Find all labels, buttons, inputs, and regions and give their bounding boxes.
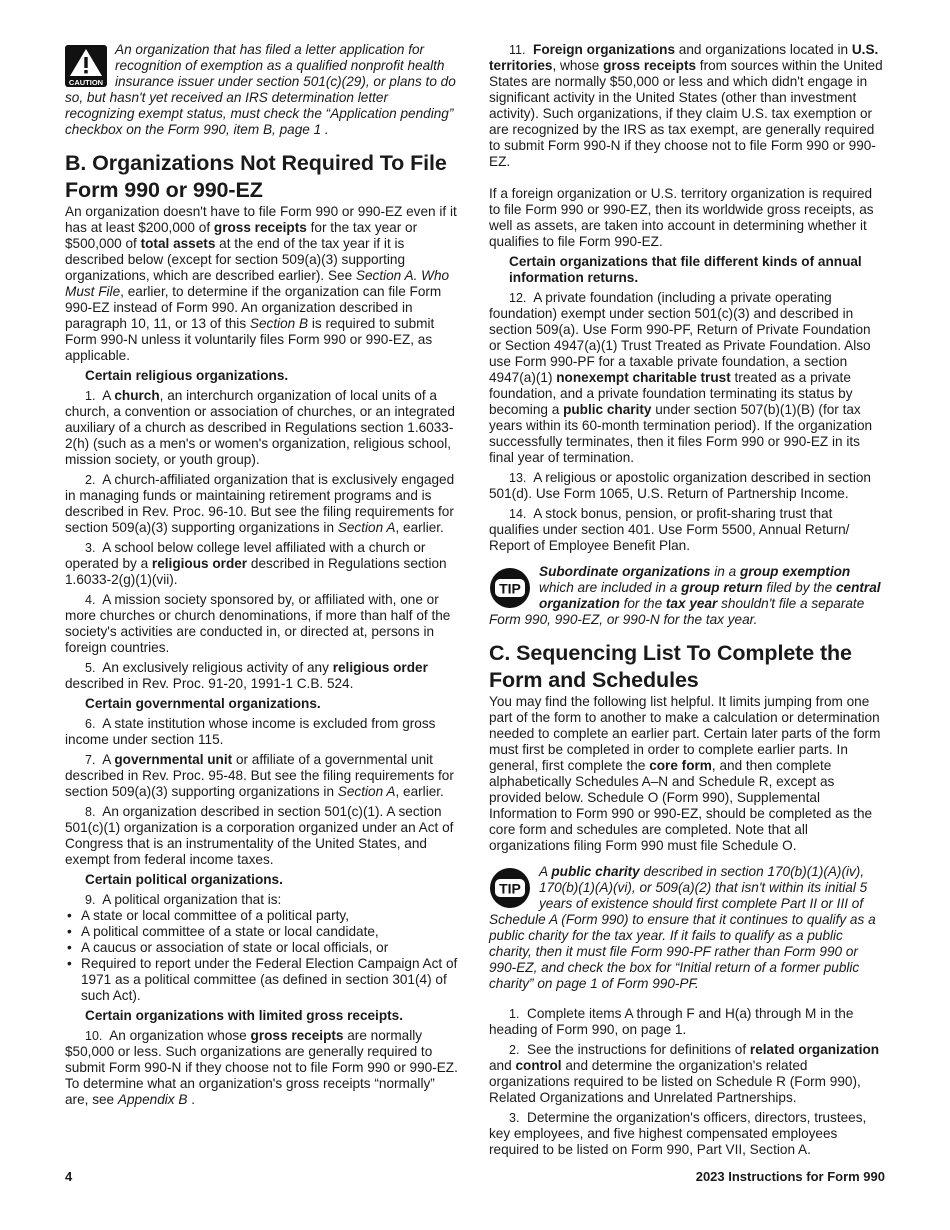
section-b-title: B. Organizations Not Required To File Form 990 or 990-EZ <box>65 151 447 202</box>
bullet-item: • A political committee of a state or local candidate, <box>65 924 461 940</box>
tip-icon <box>489 567 531 609</box>
list-item: 14. A stock bonus, pension, or profit-sharing trust that qualifies under section 401. Use Form 5500, Annual Return/ Report of Employee Benefit Plan. <box>489 506 850 553</box>
list-item: 7. A governmental unit or affiliate of a governmental unit described in Rev. Proc. 95-48. But see the filing requirements for section 509(a)(3) supporting organizations in Section A, earlier. <box>65 752 454 799</box>
section-b-intro: An organization doesn't have to file Form 990 or 990-EZ even if it has at least $200,000 of gross receipts for the tax year or $500,000 of total assets at the end of the tax year if it is described below (except for section 509(a)(3) supporting organizations, which are described earlier). See Section A. Who Must File, earlier, to determine if the organization can file Form 990-EZ instead of Form 990. An organization described in paragraph 10, 11, or 13 of this Section B is required to submit Form 990-N unless it voluntarily files Form 990 or 990-EZ, as applicable. <box>65 204 457 363</box>
page-number: 4 <box>65 1169 73 1184</box>
bullet-item: • A caucus or association of state or local officials, or <box>65 940 461 956</box>
tip-label: TIP <box>499 580 521 597</box>
left-column <box>65 42 461 1112</box>
list-item: 8. An organization described in section 501(c)(1). A section 501(c)(1) organization is a corporation organized under an Act of Congress that is an instrumentality of the United States, and exempt from federal income taxes. <box>65 804 454 867</box>
tip-note: TIP Subordinate organizations in a group exemption which are included in a group return filed by the central organization for the tax year shouldn't file a separate Form 990, 990-EZ, or 990-N for the tax year. <box>489 564 881 627</box>
political-bullets <box>65 908 461 1004</box>
list-item: 11. Foreign organizations and organizations located in U.S. territories, whose gross receipts from sources within the United States are normally $50,000 or less and which didn't engage in significant activity in the United States (other than investment activity). Such organizations, if they claim U.S. tax exemption or are recognized by the IRS as tax exempt, are generally required to submit Form 990-N if they choose not to file Form 990 or 990-EZ. <box>489 42 883 169</box>
list-item: 3. Determine the organization's officers, directors, trustees, key employees, and five highest compensated employees required to be listed on Form 990, Part VII, Section A. <box>489 1110 867 1157</box>
caution-note <box>65 42 461 138</box>
foreign-paragraph: If a foreign organization or U.S. territory organization is required to file Form 990 or 990-EZ, then its worldwide gross receipts, as well as assets, are taken into account in determining whether it qualifies to file Form 990-EZ. <box>489 186 874 249</box>
footer-title: 2023 Instructions for Form 990 <box>695 1169 885 1184</box>
caution-icon <box>65 45 107 87</box>
governmental-heading: Certain governmental organizations. <box>85 696 321 711</box>
religious-heading: Certain religious organizations. <box>85 368 289 383</box>
tip-icon <box>489 867 531 909</box>
bullet-item: • A state or local committee of a political party, <box>65 908 461 924</box>
political-heading: Certain political organizations. <box>85 872 283 887</box>
list-item: 13. A religious or apostolic organization described in section 501(d). Use Form 1065, U.S. Return of Partnership Income. <box>489 470 871 501</box>
list-item: 4. A mission society sponsored by, or affiliated with, one or more churches or church denominations, if more than half of the society's activities are conducted in, or directed at, persons in foreign countries. <box>65 592 451 655</box>
section-c-title: C. Sequencing List To Complete the Form and Schedules <box>489 641 852 692</box>
caution-label: CAUTION <box>68 78 104 87</box>
tip-label: TIP <box>499 880 521 897</box>
right-column <box>489 42 886 1162</box>
list-item: 1. A church, an interchurch organization of local units of a church, a convention or association of churches, or an integrated auxiliary of a church as described in Regulations section 1.6033-2(h) (such as a men's or women's organization, religious school, mission society, or youth group). <box>65 388 455 467</box>
caution-text: An organization that has filed a letter application for recognition of exemption as a qualified nonprofit health insurance issuer under section 501(c)(29), or plans to do so, but hasn't yet received an IRS determination letter recognizing exempt status, must check the “Application pending” checkbox on the Form 990, item B, page 1 . <box>65 42 456 137</box>
list-item: 12. A private foundation (including a private operating foundation) exempt under section 501(c)(3) and described in section 509(a). Use Form 990-PF, Return of Private Foundation or Section 4947(a)(1) Trust Treated as Private Foundation. Also use Form 990-PF for a taxable private foundation, a section 4947(a)(1) nonexempt charitable trust treated as a private foundation, and a private foundation terminating its status by becoming a public charity under section 507(b)(1)(B) (for tax years within its 60-month termination period). If the organization successfully terminates, then it files Form 990 or 990-EZ in its final year of termination. <box>489 290 873 465</box>
list-item: 2. See the instructions for definitions of related organization and control and determine the organization's related organizations required to be listed on Schedule R (Form 990), Related Organizations and Unrelated Partnerships. <box>489 1042 880 1105</box>
list-item: 3. A school below college level affiliated with a church or operated by a religious order described in Regulations section 1.6033-2(g)(1)(vii). <box>65 540 447 587</box>
list-item: 10. An organization whose gross receipts are normally $50,000 or less. Such organizations are generally required to submit Form 990-N if they choose not to file Form 990 or 990-EZ. To determine what an organization's gross receipts “normally” are, see Appendix B . <box>65 1028 458 1107</box>
bullet-item: • Required to report under the Federal Election Campaign Act of 1971 as a political committee (as defined in section 301(4) of such Act). <box>65 956 461 1004</box>
list-item: 9. A political organization that is: <box>85 892 282 907</box>
list-item: 6. A state institution whose income is excluded from gross income under section 115. <box>65 716 436 747</box>
list-item: 1. Complete items A through F and H(a) through M in the heading of Form 990, on page 1. <box>489 1006 854 1037</box>
section-c-intro: You may find the following list helpful. It limits jumping from one part of the form to another to make a calculation or determination needed to complete an earlier part. Certain later parts of the form must first be completed in order to complete earlier parts. In general, first complete the core form, and then complete alphabetically Schedules A–N and Schedule R, except as provided below. Schedule O (Form 990), Supplemental Information to Form 990 or 990-EZ, should be completed as the core form and schedules are completed. Note that all organizations filing Form 990 must file Schedule O. <box>489 694 881 853</box>
list-item: 2. A church-affiliated organization that is exclusively engaged in managing funds or maintaining retirement programs and is described in Rev. Proc. 96-10. But see the filing requirements for section 509(a)(3) supporting organizations in Section A, earlier. <box>65 472 455 535</box>
tip-note: TIP A public charity described in section 170(b)(1)(A)(iv), 170(b)(1)(A)(vi), or 509(a)(2) that isn't within its initial 5 years of existence should first complete Part II or III of Schedule A (Form 990) to ensure that it continues to qualify as a public charity for the tax year. If it fails to qualify as a public charity, then it must file Form 990-PF rather than Form 990 or 990-EZ, and check the box for “Initial return of a former public charity” on page 1 of Form 990-PF. <box>489 864 876 991</box>
limited-receipts-heading: Certain organizations with limited gross receipts. <box>85 1008 404 1023</box>
different-returns-heading: Certain organizations that file different kinds of annual information returns. <box>509 254 862 285</box>
list-item: 5. An exclusively religious activity of any religious order described in Rev. Proc. 91-20, 1991-1 C.B. 524. <box>65 660 428 691</box>
